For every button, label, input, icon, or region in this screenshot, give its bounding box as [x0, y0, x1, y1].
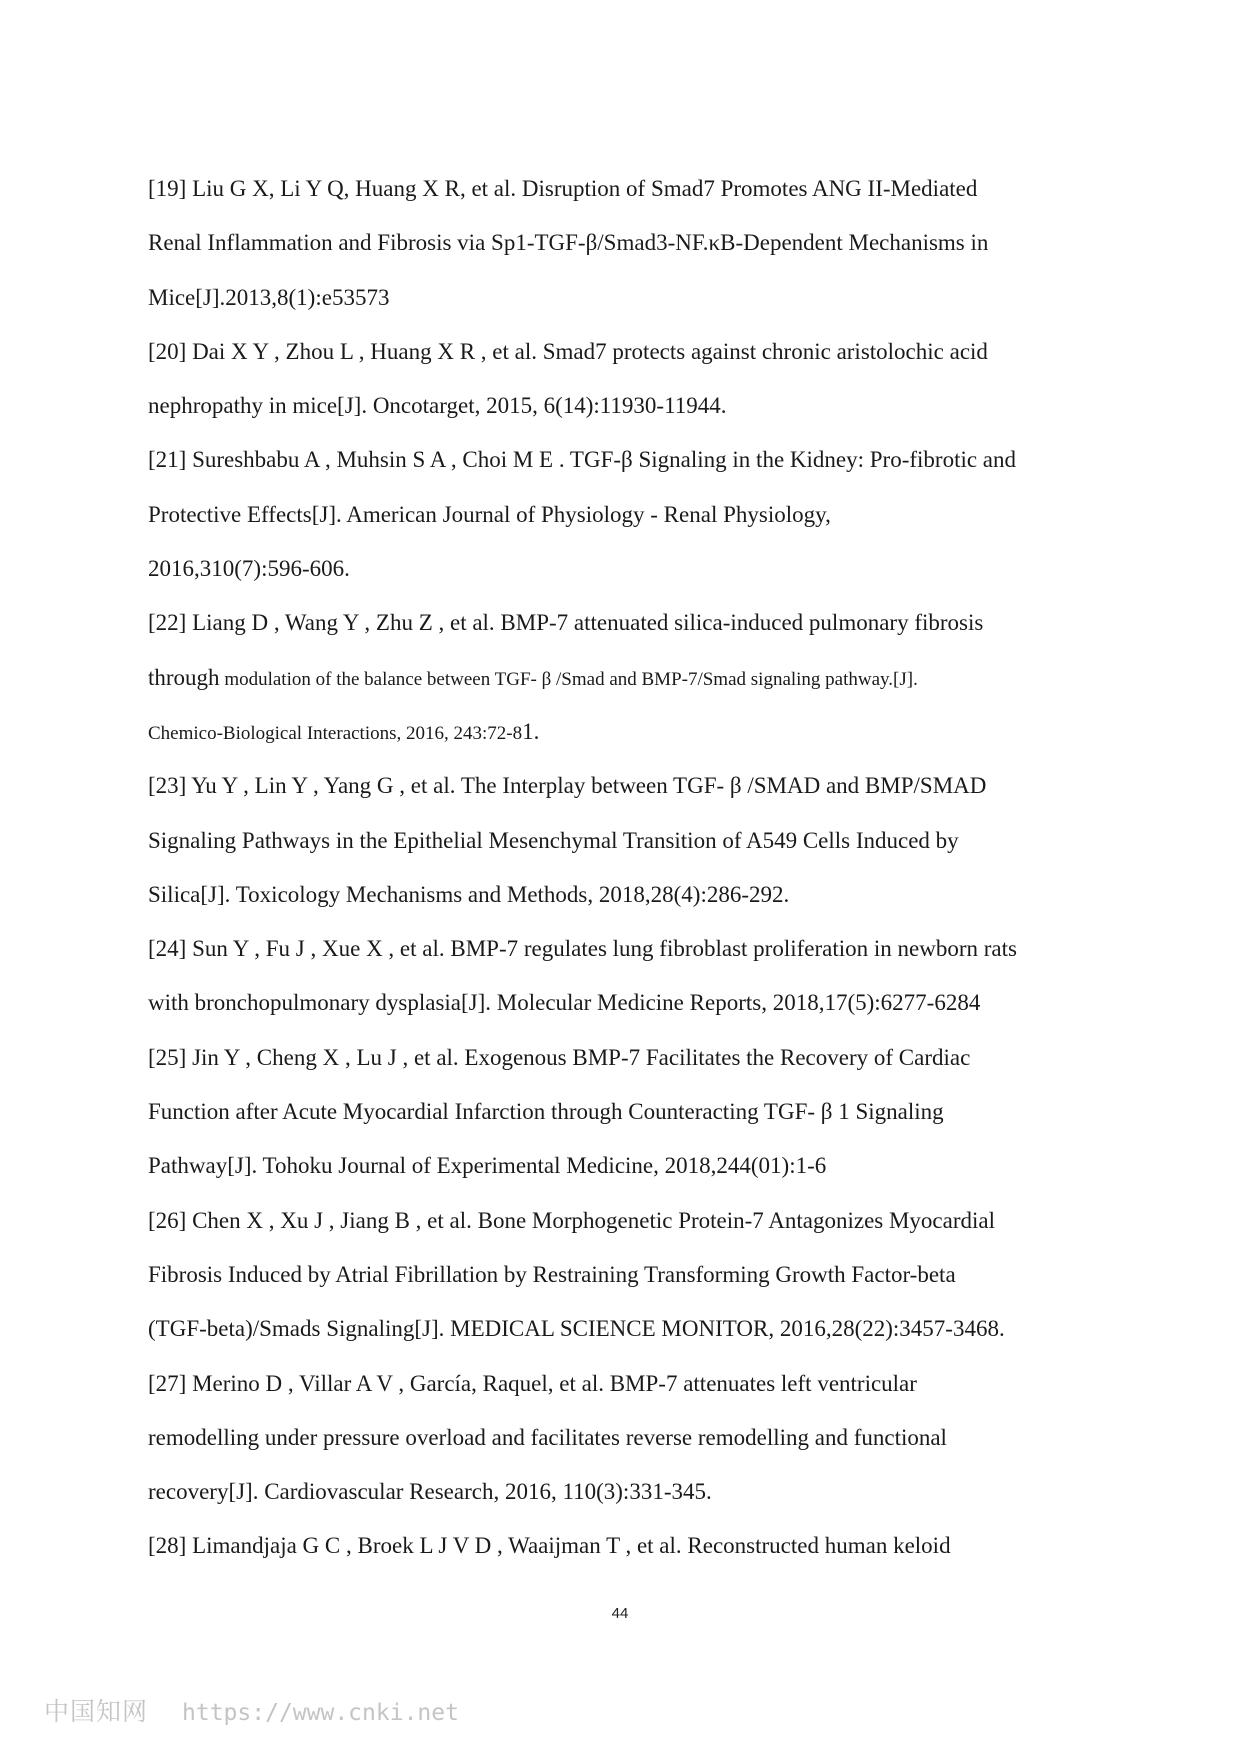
- reference-line: remodelling under pressure overload and facilitates reverse remodelling and functional: [148, 1424, 947, 1450]
- reference-line: Pathway[J]. Tohoku Journal of Experimental Medicine, 2018,244(01):1-6: [148, 1153, 827, 1179]
- reference-line-small-text: Chemico-Biological Interactions, 2016, 243:72-8: [148, 722, 523, 744]
- reference-line: Renal Inflammation and Fibrosis via Sp1-TGF-β/Smad3-NF.κB-Dependent Mechanisms in: [148, 230, 989, 256]
- watermark-url: https://www.cnki.net: [182, 1700, 459, 1726]
- reference-line-rest: modulation of the balance between TGF- β /Smad and BMP-7/Smad signaling pathway.[J].: [219, 668, 918, 690]
- reference-line: (TGF-beta)/Smads Signaling[J]. MEDICAL SCIENCE MONITOR, 2016,28(22):3457-3468.: [148, 1316, 1005, 1342]
- reference-line: [25] Jin Y , Cheng X , Lu J , et al. Exogenous BMP-7 Facilitates the Recovery of Cardiac: [148, 1044, 971, 1070]
- reference-entry-22: [148, 596, 1108, 759]
- reference-entry-26: [148, 1194, 1108, 1357]
- page-number: 44: [611, 1605, 629, 1622]
- reference-line-small-tail: 1.: [522, 718, 540, 744]
- reference-line: recovery[J]. Cardiovascular Research, 2016, 110(3):331-345.: [148, 1479, 712, 1505]
- reference-line: nephropathy in mice[J]. Oncotarget, 2015, 6(14):11930-11944.: [148, 393, 727, 419]
- reference-line: [23] Yu Y , Lin Y , Yang G , et al. The Interplay between TGF- β /SMAD and BMP/SMAD: [148, 773, 987, 799]
- reference-line-lead: through: [148, 664, 220, 690]
- reference-entry-28: [148, 1519, 1108, 1573]
- reference-entry-27: [148, 1357, 1108, 1520]
- reference-entry-25: [148, 1031, 1108, 1194]
- reference-line: [27] Merino D , Villar A V , García, Raquel, et al. BMP-7 attenuates left ventricular: [148, 1370, 917, 1396]
- reference-line-small: [148, 705, 1108, 759]
- reference-line: [22] Liang D , Wang Y , Zhu Z , et al. BMP-7 attenuated silica-induced pulmonary fibrosis: [148, 610, 984, 636]
- reference-line: Fibrosis Induced by Atrial Fibrillation by Restraining Transforming Growth Factor-beta: [148, 1261, 956, 1287]
- reference-line: [19] Liu G X, Li Y Q, Huang X R, et al. Disruption of Smad7 Promotes ANG II-Mediated: [148, 176, 978, 201]
- reference-line: Silica[J]. Toxicology Mechanisms and Methods, 2018,28(4):286-292.: [148, 881, 790, 907]
- reference-line-mixed: [148, 651, 1108, 705]
- reference-line: [28] Limandjaja G C , Broek L J V D , Waaijman T , et al. Reconstructed human keloid: [148, 1533, 951, 1559]
- reference-line: [20] Dai X Y , Zhou L , Huang X R , et al. Smad7 protects against chronic aristolochic acid: [148, 338, 988, 364]
- reference-entry-21: [148, 433, 1108, 596]
- reference-line: [21] Sureshbabu A , Muhsin S A , Choi M E . TGF-β Signaling in the Kidney: Pro-fibrotic and: [148, 447, 1017, 473]
- reference-line: Signaling Pathways in the Epithelial Mesenchymal Transition of A549 Cells Induced by: [148, 827, 959, 853]
- cnki-watermark: [44, 1692, 459, 1728]
- reference-line: Function after Acute Myocardial Infarction through Counteracting TGF- β 1 Signaling: [148, 1099, 944, 1125]
- watermark-brand: 中国知网: [44, 1697, 149, 1726]
- reference-list: [148, 162, 1108, 1574]
- reference-line: [26] Chen X , Xu J , Jiang B , et al. Bone Morphogenetic Protein-7 Antagonizes Myocardial: [148, 1207, 996, 1233]
- reference-entry-19: [148, 162, 1108, 325]
- reference-line: Mice[J].2013,8(1):e53573: [148, 284, 390, 310]
- reference-entry-24: [148, 922, 1108, 1031]
- reference-line: with bronchopulmonary dysplasia[J]. Molecular Medicine Reports, 2018,17(5):6277-6284: [148, 990, 981, 1016]
- reference-line: 2016,310(7):596-606.: [148, 556, 350, 582]
- reference-line: Protective Effects[J]. American Journal of Physiology - Renal Physiology,: [148, 501, 831, 527]
- reference-entry-20: [148, 325, 1108, 434]
- reference-line: [24] Sun Y , Fu J , Xue X , et al. BMP-7 regulates lung fibroblast proliferation in newborn rats: [148, 936, 1017, 962]
- reference-entry-23: [148, 759, 1108, 922]
